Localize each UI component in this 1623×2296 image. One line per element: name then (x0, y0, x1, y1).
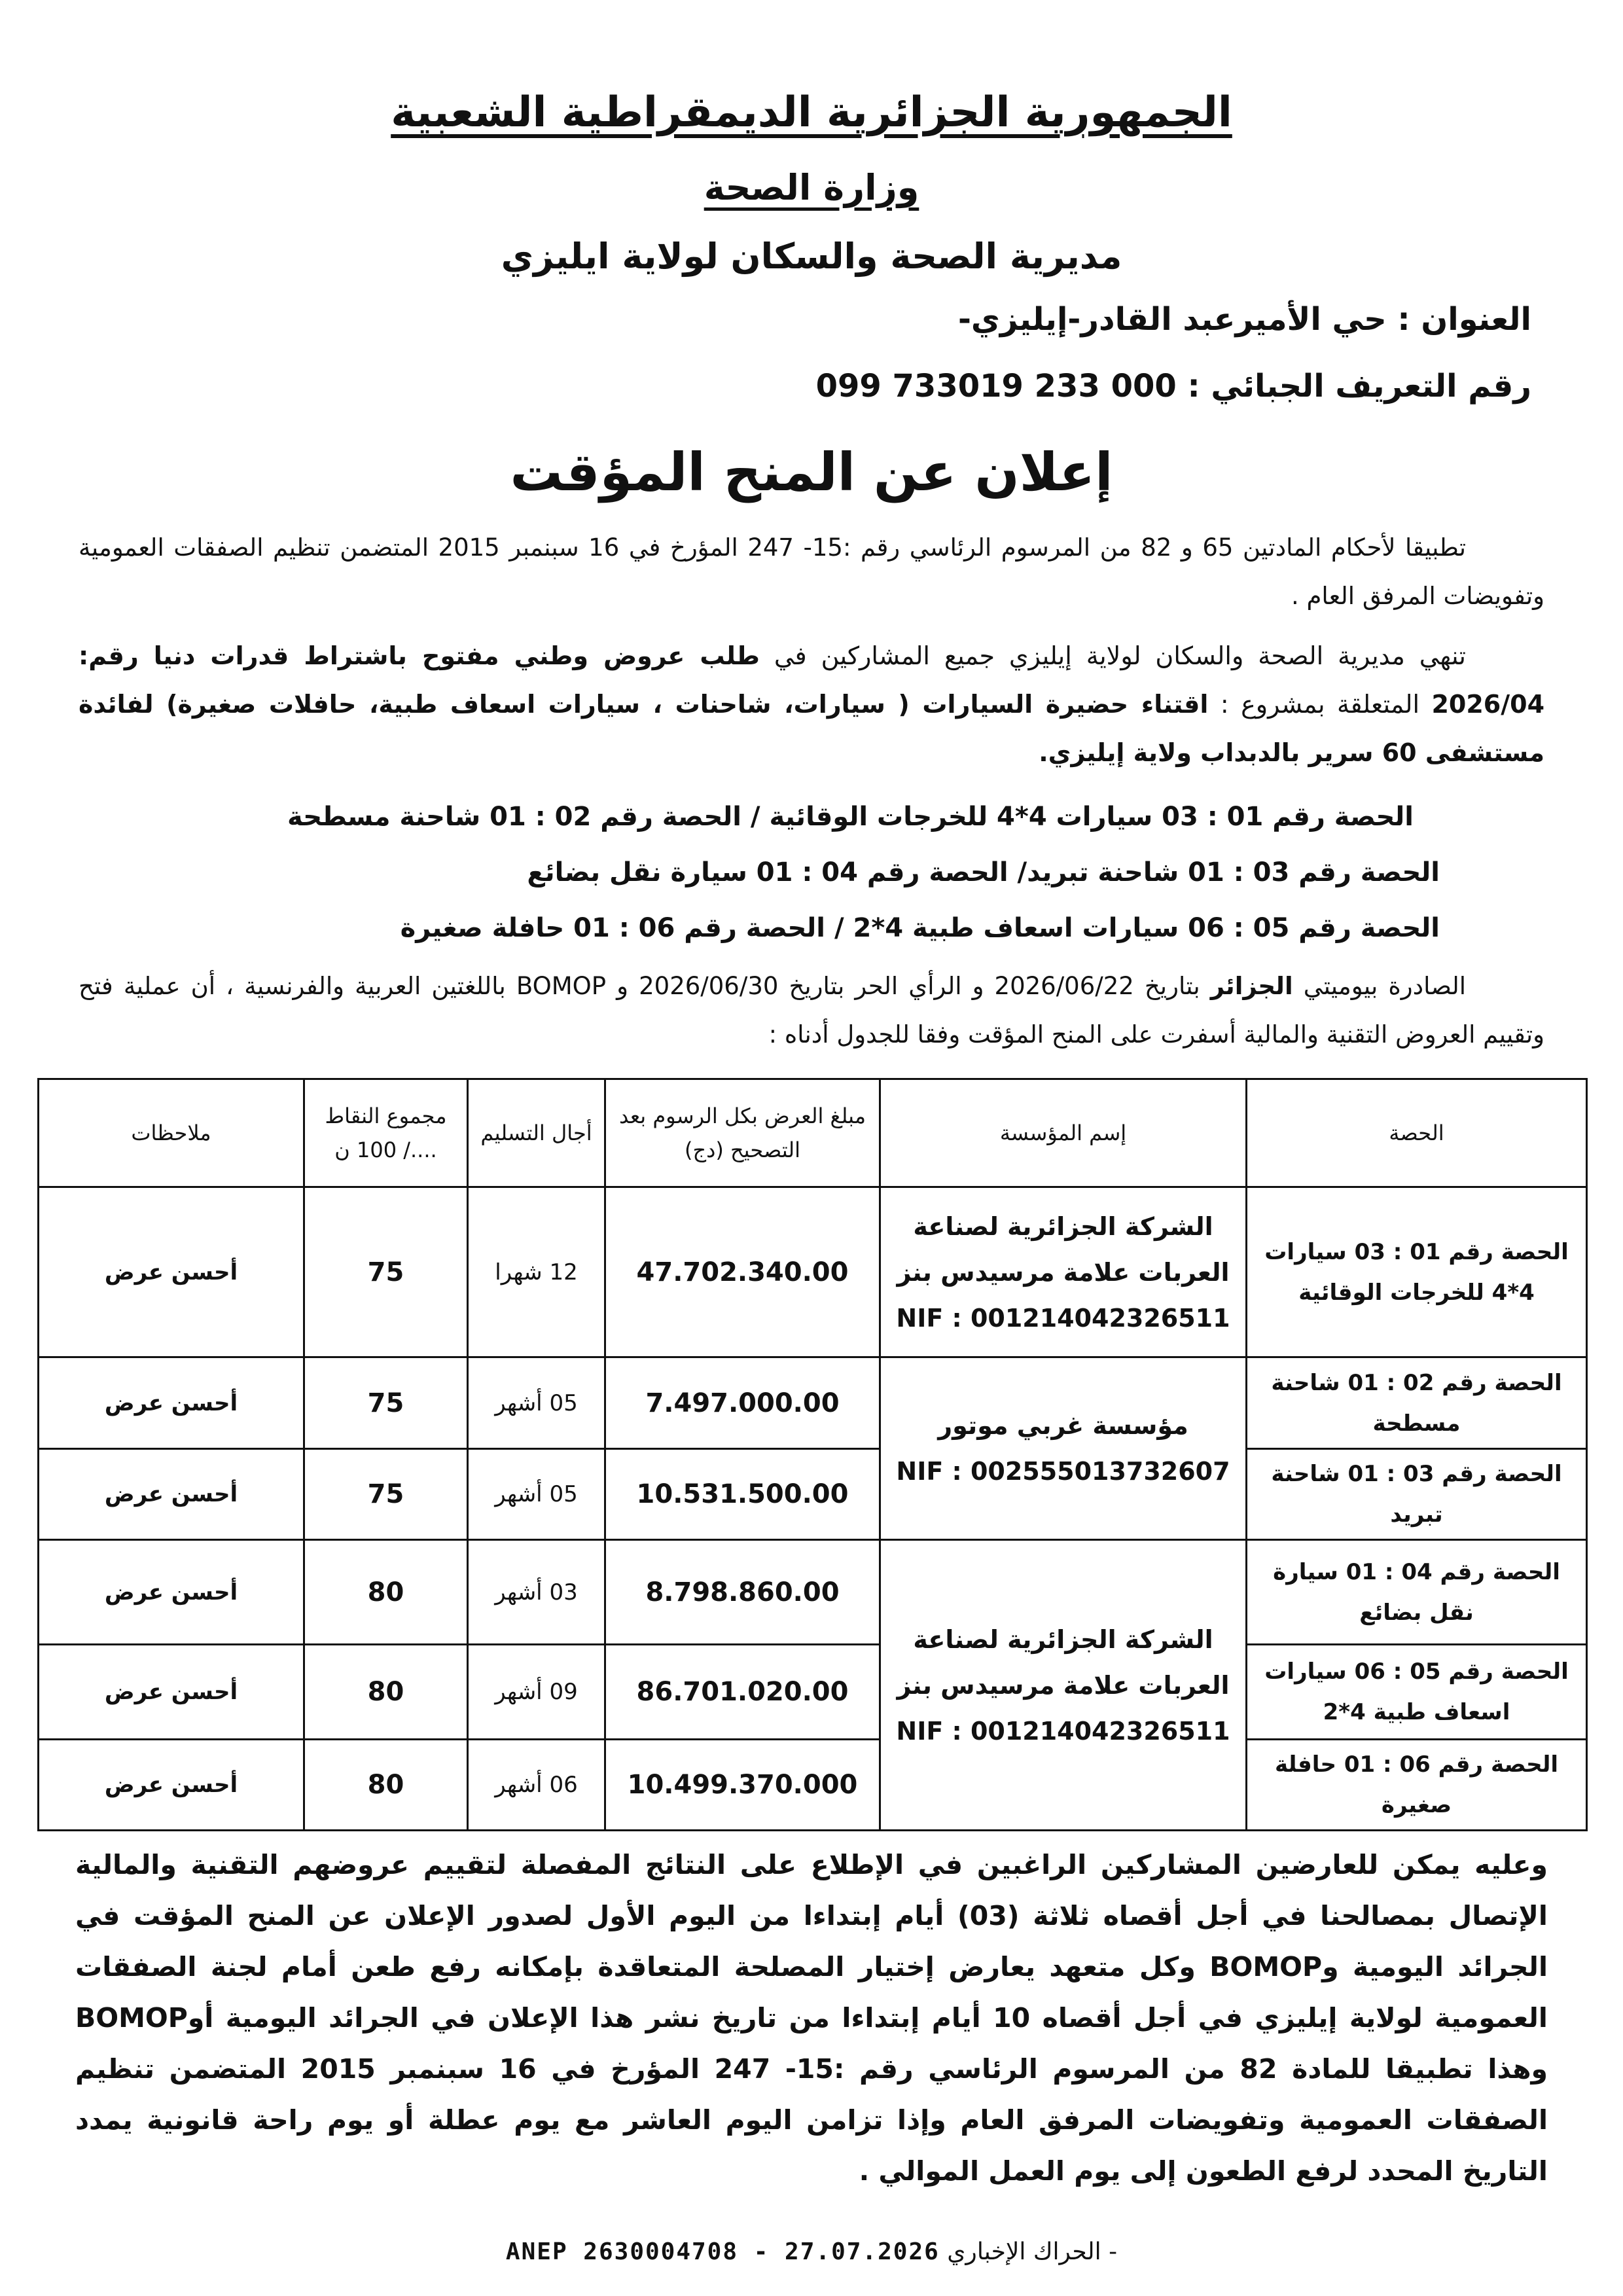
lot-cell: الحصة رقم 02 : 01 شاحنة مسطحة (1247, 1357, 1587, 1449)
note-cell: أحسن عرض (39, 1740, 304, 1831)
call-project: اقتناء حضيرة السيارات ( سيارات، شاحنات ، سيارات اسعاف طبية، حافلات صغيرة) لفائدة مستشفى 60 سرير بالدبداب ولاية إيليزي. (79, 690, 1544, 767)
footer-newspaper: الحراك الإخباري - (947, 2238, 1118, 2265)
delivery-cell: 09 أشهر (468, 1645, 605, 1740)
company-nif: NIF : 001214042326511 (896, 1716, 1230, 1746)
republic-text: الجمهورية الجزائرية الديمقراطية الشعبية (391, 88, 1232, 137)
lots-summary-line: الحصة رقم 03 : 01 شاحنة تبريد/ الحصة رقم 04 : 01 سيارة نقل بضائع (527, 857, 1440, 888)
table-row (39, 1187, 1587, 1357)
header-points: مجموع النقاط ..../ 100 ن (304, 1079, 468, 1187)
company-name-line: العربات علامة مرسيدس بنز (897, 1670, 1230, 1700)
delivery-cell: 05 أشهر (468, 1357, 605, 1449)
points-cell: 80 (304, 1645, 468, 1740)
company-nif: NIF : 001214042326511 (896, 1303, 1230, 1333)
company-name-line: مؤسسة غربي موتور (938, 1411, 1188, 1440)
company-name-line: العربات علامة مرسيدس بنز (897, 1257, 1230, 1287)
table-row (39, 1645, 1587, 1740)
delivery-cell: 03 أشهر (468, 1540, 605, 1645)
lots-summary-line: الحصة رقم 05 : 06 سيارات اسعاف طبية 4*2 / الحصة رقم 06 : 01 حافلة صغيرة (400, 913, 1440, 943)
table-header-row (39, 1079, 1587, 1187)
amount-cell: 8.798.860.00 (605, 1540, 880, 1645)
table-row (39, 1540, 1587, 1645)
note-cell: أحسن عرض (39, 1187, 304, 1357)
note-cell: أحسن عرض (39, 1449, 304, 1540)
address-line: العنوان : حي الأميرعبد القادر-إيليزي- (957, 301, 1531, 338)
intro-paragraph: تطبيقا لأحكام المادتين 65 و 82 من المرسوم الرئاسي رقم :15- 247 المؤرخ في 16 سبنمبر 2015 المتضمن تنظيم الصفقات العمومية وتفويضات المرفق العام . (79, 533, 1544, 610)
table-row (39, 1449, 1587, 1540)
company-name-line: الشركة الجزائرية لصناعة (913, 1624, 1213, 1654)
announcement-title: إعلان عن المنح المؤقت (510, 442, 1113, 503)
lot-cell: الحصة رقم 05 : 06 سيارات اسعاف طبية 4*2 (1247, 1645, 1587, 1740)
company-cell (880, 1540, 1247, 1831)
header-lot: الحصة (1247, 1079, 1587, 1187)
lot-cell: الحصة رقم 01 : 03 سيارات 4*4 للخرجات الوقائية (1247, 1187, 1587, 1357)
amount-cell: 10.499.370.000 (605, 1740, 880, 1831)
ministry-text: وزارة الصحة (704, 167, 919, 208)
delivery-cell: 12 شهرا (468, 1187, 605, 1357)
call-tender-ref: طلب عروض وطني مفتوح باشتراط قدرات دنيا رقم: 2026/04 (79, 641, 1545, 719)
company-name-line: الشركة الجزائرية لصناعة (913, 1211, 1213, 1241)
points-cell: 75 (304, 1449, 468, 1540)
amount-cell: 86.701.020.00 (605, 1645, 880, 1740)
lot-cell: الحصة رقم 06 : 01 حافلة صغيرة (1247, 1740, 1587, 1831)
company-cell (880, 1187, 1247, 1357)
delivery-cell: 05 أشهر (468, 1449, 605, 1540)
directorate-heading: مديرية الصحة والسكان لولاية ايليزي (501, 236, 1122, 277)
note-cell: أحسن عرض (39, 1357, 304, 1449)
publication-part2: بتاريخ 2026/06/22 و الرأي الحر بتاريخ 2026/06/30 و BOMOP باللغتين العربية والفرنسية ، أن عملية فتح وتقييم العروض التقنية والمالية أسفرت على المنح المؤقت وفقا للجدول أدناه : (79, 972, 1544, 1049)
republic-heading (0, 88, 1623, 137)
publication-paragraph (79, 962, 1544, 1059)
company-nif: NIF : 002555013732607 (896, 1457, 1230, 1486)
points-cell: 80 (304, 1540, 468, 1645)
table-row (39, 1740, 1587, 1831)
header-notes: ملاحظات (39, 1079, 304, 1187)
publication-part1: الصادرة بيوميتي (1293, 972, 1467, 1000)
call-part2: المتعلقة بمشروع : (1208, 690, 1432, 719)
company-cell (880, 1357, 1247, 1540)
note-cell: أحسن عرض (39, 1540, 304, 1645)
award-table (37, 1078, 1588, 1831)
tax-id-line: رقم التعريف الجبائي : 000 233 733019 099 (815, 368, 1531, 404)
lot-cell: الحصة رقم 04 : 01 سيارة نقل بضائع (1247, 1540, 1587, 1645)
call-part1: تنهي مديرية الصحة والسكان لولاية إيليزي جميع المشاركين في (759, 641, 1466, 670)
points-cell: 75 (304, 1357, 468, 1449)
table-row (39, 1357, 1587, 1449)
note-cell: أحسن عرض (39, 1645, 304, 1740)
ministry-heading (0, 167, 1623, 208)
header-amount: مبلغ العرض بكل الرسوم بعد التصحيح (دج) (605, 1079, 880, 1187)
header-company: إسم المؤسسة (880, 1079, 1247, 1187)
call-paragraph (79, 632, 1544, 777)
publication-newspaper: الجزائر (1210, 972, 1293, 1000)
lots-summary-line: الحصة رقم 01 : 03 سيارات 4*4 للخرجات الوقائية / الحصة رقم 02 : 01 شاحنة مسطحة (287, 802, 1414, 832)
delivery-cell: 06 أشهر (468, 1740, 605, 1831)
amount-cell: 7.497.000.00 (605, 1357, 880, 1449)
lot-cell: الحصة رقم 03 : 01 شاحنة تبريد (1247, 1449, 1587, 1540)
points-cell: 75 (304, 1187, 468, 1357)
footer-reference (0, 2238, 1623, 2265)
footer-anep-ref: ANEP 2630004708 - 27.07.2026 (505, 2238, 940, 2265)
points-cell: 80 (304, 1740, 468, 1831)
closing-paragraph: وعليه يمكن للعارضين المشاركين الراغبين في الإطلاع على النتائج المفصلة لتقييم عروضهم التقنية والمالية الإتصال بمصالحنا في أجل أقصاه ثلاثة (03) أيام إبتداءا من اليوم الأول لصدور الإعلان عن المنح المؤقت في الجرائد اليومية وBOMOP وكل متعهد يعارض إختيار المصلحة المتعاقدة بإمكانه رفع طعن أمام لجنة الصفقات العمومية لولاية إيليزي في أجل أقصاه 10 أيام إبتداءا من تاريخ نشر هذا الإعلان في الجرائد اليومية أوBOMOP وهذا تطبيقا للمادة 82 من المرسوم الرئاسي رقم :15- 247 المؤرخ في 16 سبنمبر 2015 المتضمن تنظيم الصفقات العمومية وتفويضات المرفق العام وإذا تزامن اليوم العاشر مع يوم عطلة أو يوم راحة قانونية يمدد التاريخ المحدد لرفع الطعون إلى يوم العمل الموالي . (75, 1849, 1548, 2187)
amount-cell: 47.702.340.00 (605, 1187, 880, 1357)
header-delivery: أجال التسليم (468, 1079, 605, 1187)
amount-cell: 10.531.500.00 (605, 1449, 880, 1540)
